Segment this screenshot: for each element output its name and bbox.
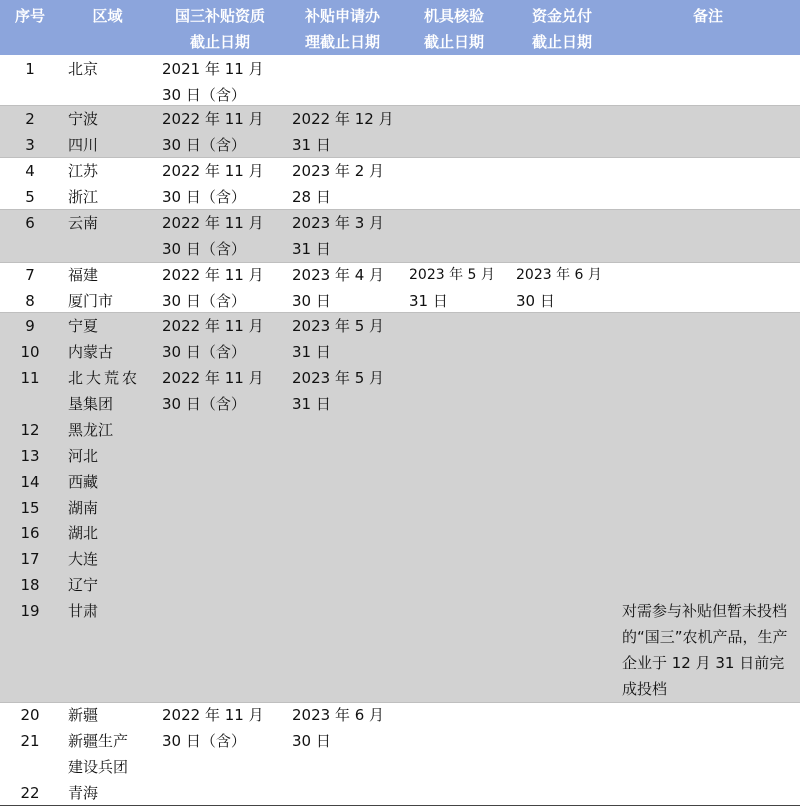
row-region-line2: 垦集团 [68,395,114,413]
row-seq: 9 [25,317,35,335]
row-seq: 16 [20,524,40,542]
band-ningbo-sichuan [0,105,800,157]
table-bottom-border [0,805,800,806]
application-deadline-line2: 30 日 [292,292,331,310]
band-beijing [0,55,800,105]
application-deadline: 2023 年 4 月 [292,266,385,284]
row-region: 辽宁 [68,576,99,594]
row-seq: 15 [20,499,40,517]
qualification-deadline-line2: 30 日（含） [162,188,246,206]
row-region: 北大荒农 [68,369,141,387]
application-deadline-line2: 31 日 [292,343,331,361]
row-region: 宁波 [68,110,99,128]
row-seq: 3 [25,136,35,154]
band-yunnan [0,209,800,262]
row-seq: 10 [20,343,40,361]
inspection-deadline: 2023 年 5 月 [409,267,495,283]
application-deadline-line2: 31 日 [292,240,331,258]
header-region: 区域 [92,7,123,25]
header-payment-line2: 截止日期 [531,33,592,51]
row-seq: 7 [25,266,35,284]
row-seq: 8 [25,292,35,310]
row-seq: 22 [20,784,40,802]
row-divider [0,157,800,158]
row-seq: 13 [20,447,40,465]
row-region: 云南 [68,214,99,232]
header-qualification-line1: 国三补贴资质 [174,7,265,25]
note-gansu: 对需参与补贴但暂未投档的“国三”农机产品，生产企业于 12 月 31 日前完成投档 [622,602,788,698]
row-region: 北京 [68,60,99,78]
application-deadline: 2023 年 5 月 [292,317,385,335]
application-deadline: 2023 年 5 月 [292,369,385,387]
row-region: 新疆 [68,706,99,724]
row-divider [0,312,800,313]
qualification-deadline-line2: 30 日（含） [162,732,246,750]
qualification-deadline: 2022 年 11 月 [162,110,264,128]
row-seq: 1 [25,60,35,78]
qualification-deadline: 2022 年 11 月 [162,214,264,232]
row-region: 湖南 [68,499,99,517]
row-region: 河北 [68,447,99,465]
header-seq: 序号 [14,7,45,25]
header-application-line2: 理截止日期 [304,33,380,51]
qualification-deadline-line2: 30 日（含） [162,240,246,258]
qualification-deadline-line2: 30 日（含） [162,343,246,361]
row-seq: 20 [20,706,40,724]
row-region: 青海 [68,784,99,802]
row-region: 浙江 [68,188,99,206]
row-region: 新疆生产 [68,732,129,750]
application-deadline: 2023 年 3 月 [292,214,385,232]
row-region: 江苏 [68,162,99,180]
row-seq: 17 [20,550,40,568]
row-region: 甘肃 [68,602,99,620]
row-region: 福建 [68,266,99,284]
row-region: 宁夏 [68,317,99,335]
qualification-deadline-line2: 30 日（含） [162,136,246,154]
row-seq: 6 [25,214,35,232]
row-seq: 18 [20,576,40,594]
row-seq: 5 [25,188,35,206]
row-region-line2: 建设兵团 [68,758,129,776]
row-region: 湖北 [68,524,99,542]
row-divider [0,262,800,263]
band-jiangsu-zhejiang [0,157,800,209]
header-inspection-line2: 截止日期 [423,33,484,51]
qualification-deadline: 2021 年 11 月 [162,60,264,78]
payment-deadline: 2023 年 6 月 [516,267,602,283]
qualification-deadline: 2022 年 11 月 [162,266,264,284]
row-seq: 19 [20,602,40,620]
application-deadline: 2023 年 6 月 [292,706,385,724]
application-deadline-line2: 31 日 [292,136,331,154]
header-qualification-line2: 截止日期 [189,33,250,51]
row-seq: 14 [20,473,40,491]
row-seq: 21 [20,732,40,750]
header-payment-line1: 资金兑付 [531,7,592,25]
row-region: 四川 [68,136,99,154]
qualification-deadline-line2: 30 日（含） [162,292,246,310]
application-deadline-line2: 31 日 [292,395,331,413]
row-seq: 2 [25,110,35,128]
qualification-deadline: 2022 年 11 月 [162,369,264,387]
payment-deadline-line2: 30 日 [516,292,555,310]
row-divider [0,702,800,703]
header-application-line1: 补贴申请办 [304,7,380,25]
application-deadline: 2022 年 12 月 [292,110,394,128]
qualification-deadline: 2022 年 11 月 [162,317,264,335]
header-note: 备注 [692,7,723,25]
row-divider [0,105,800,106]
header-inspection-line1: 机具核验 [423,7,484,25]
row-seq: 12 [20,421,40,439]
row-divider [0,209,800,210]
application-deadline: 2023 年 2 月 [292,162,385,180]
application-deadline-line2: 28 日 [292,188,331,206]
qualification-deadline: 2022 年 11 月 [162,706,264,724]
row-seq: 4 [25,162,35,180]
row-region: 黑龙江 [68,421,114,439]
row-region: 大连 [68,550,99,568]
qualification-deadline-line2: 30 日（含） [162,86,246,104]
row-region: 内蒙古 [68,343,114,361]
row-region: 西藏 [68,473,99,491]
application-deadline-line2: 30 日 [292,732,331,750]
inspection-deadline-line2: 31 日 [409,292,448,310]
row-region: 厦门市 [68,292,114,310]
qualification-deadline-line2: 30 日（含） [162,395,246,413]
band-fujian-xiamen [0,262,800,312]
qualification-deadline: 2022 年 11 月 [162,162,264,180]
row-seq: 11 [20,369,40,387]
